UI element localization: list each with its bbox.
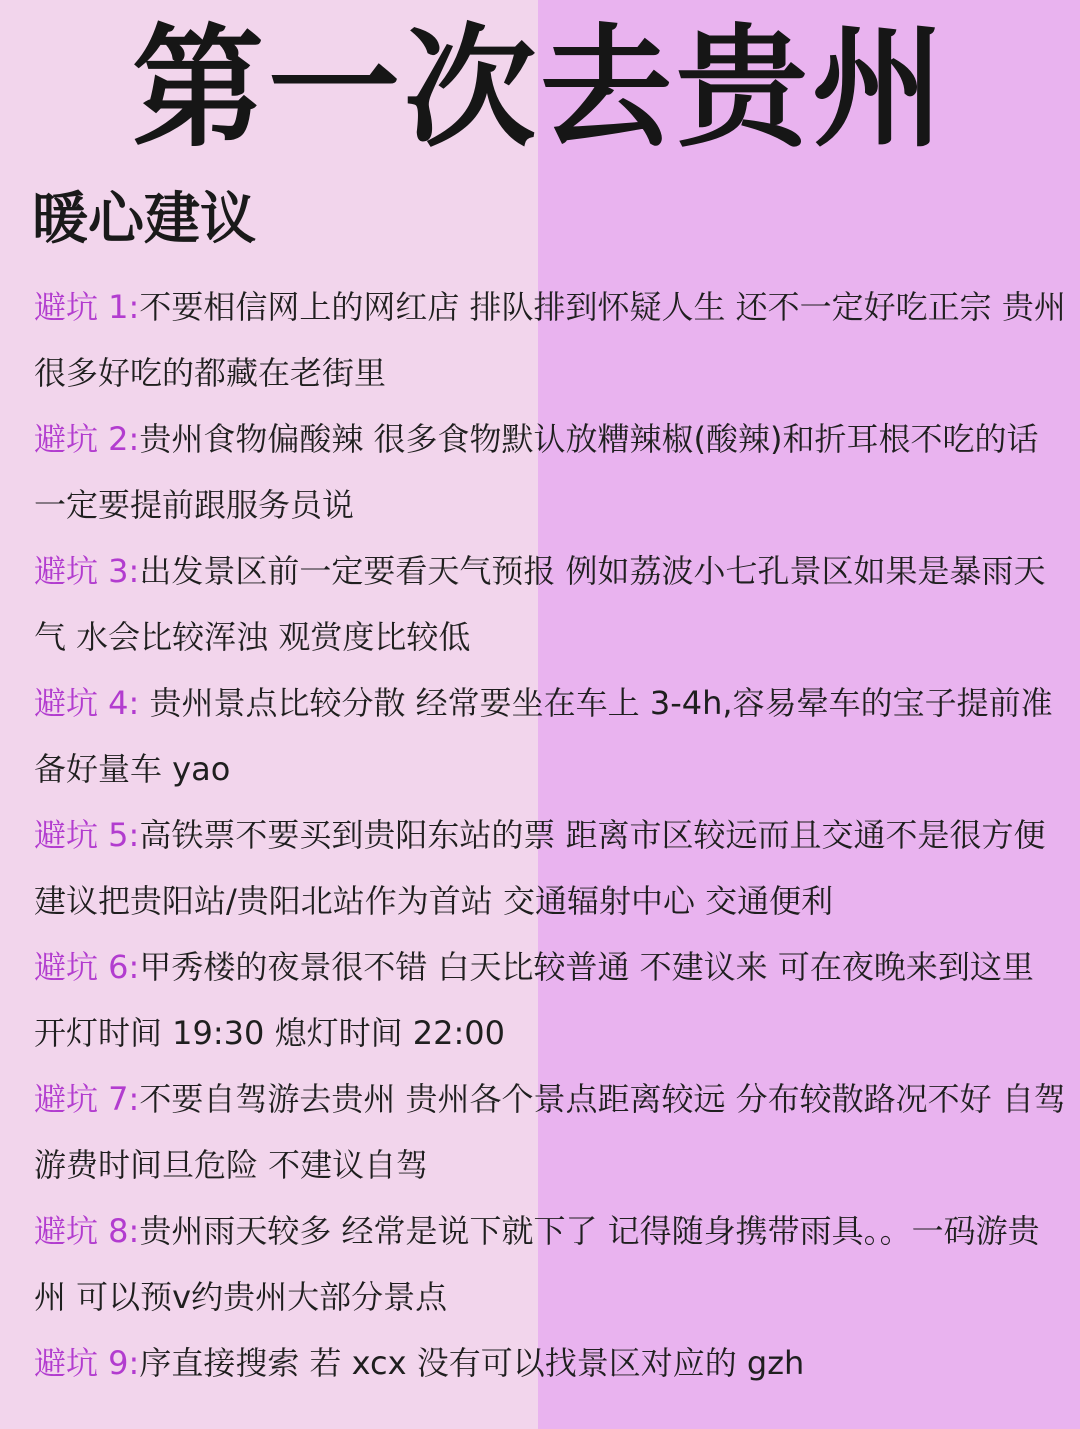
tip-label: 避坑 1:	[34, 288, 140, 326]
tip-item	[34, 406, 1070, 538]
tip-label: 避坑 7:	[34, 1080, 140, 1118]
tip-item	[34, 1330, 1070, 1396]
tip-label: 避坑 4:	[34, 684, 140, 722]
tips-list	[34, 274, 1070, 1396]
tip-text: 贵州食物偏酸辣 很多食物默认放糟辣椒(酸辣)和折耳根不吃的话一定要提前跟服务员说	[34, 420, 1039, 524]
tip-text: 序直接搜索 若 xcx 没有可以找景区对应的 gzh	[139, 1344, 805, 1382]
tip-label: 避坑 5:	[34, 816, 140, 854]
tip-label: 避坑 9:	[34, 1344, 140, 1382]
tip-item	[34, 1066, 1070, 1198]
tip-item	[34, 538, 1070, 670]
tip-text: 出发景区前一定要看天气预报 例如荔波小七孔景区如果是暴雨天气 水会比较浑浊 观赏度比较低	[34, 552, 1046, 656]
tip-label: 避坑 3:	[34, 552, 140, 590]
tip-text: 甲秀楼的夜景很不错 白天比较普通 不建议来 可在夜晚来到这里 开灯时间 19:30 熄灯时间 22:00	[34, 948, 1034, 1052]
tip-label: 避坑 6:	[34, 948, 140, 986]
tip-text: 贵州雨天较多 经常是说下就下了 记得随身携带雨具。。一码游贵州 可以预v约贵州大部分景点	[34, 1212, 1040, 1316]
tip-item	[34, 1198, 1070, 1330]
tip-text: 不要相信网上的网红店 排队排到怀疑人生 还不一定好吃正宗 贵州很多好吃的都藏在老街里	[34, 288, 1066, 392]
tip-text: 贵州景点比较分散 经常要坐在车上 3-4h,容易晕车的宝子提前准备好量车 yao	[34, 684, 1053, 788]
tip-item	[34, 274, 1070, 406]
tip-text: 高铁票不要买到贵阳东站的票 距离市区较远而且交通不是很方便 建议把贵阳站/贵阳北站作为首站 交通辐射中心 交通便利	[34, 816, 1046, 920]
tip-item	[34, 934, 1070, 1066]
section-heading: 暖心建议	[32, 187, 256, 252]
tip-text: 不要自驾游去贵州 贵州各个景点距离较远 分布较散路况不好 自驾游费时间旦危险 不建议自驾	[34, 1080, 1066, 1184]
tip-label: 避坑 8:	[34, 1212, 140, 1250]
tip-item	[34, 670, 1070, 802]
tip-label: 避坑 2:	[34, 420, 140, 458]
tip-item	[34, 802, 1070, 934]
page-title: 第一次去贵州	[132, 12, 948, 166]
